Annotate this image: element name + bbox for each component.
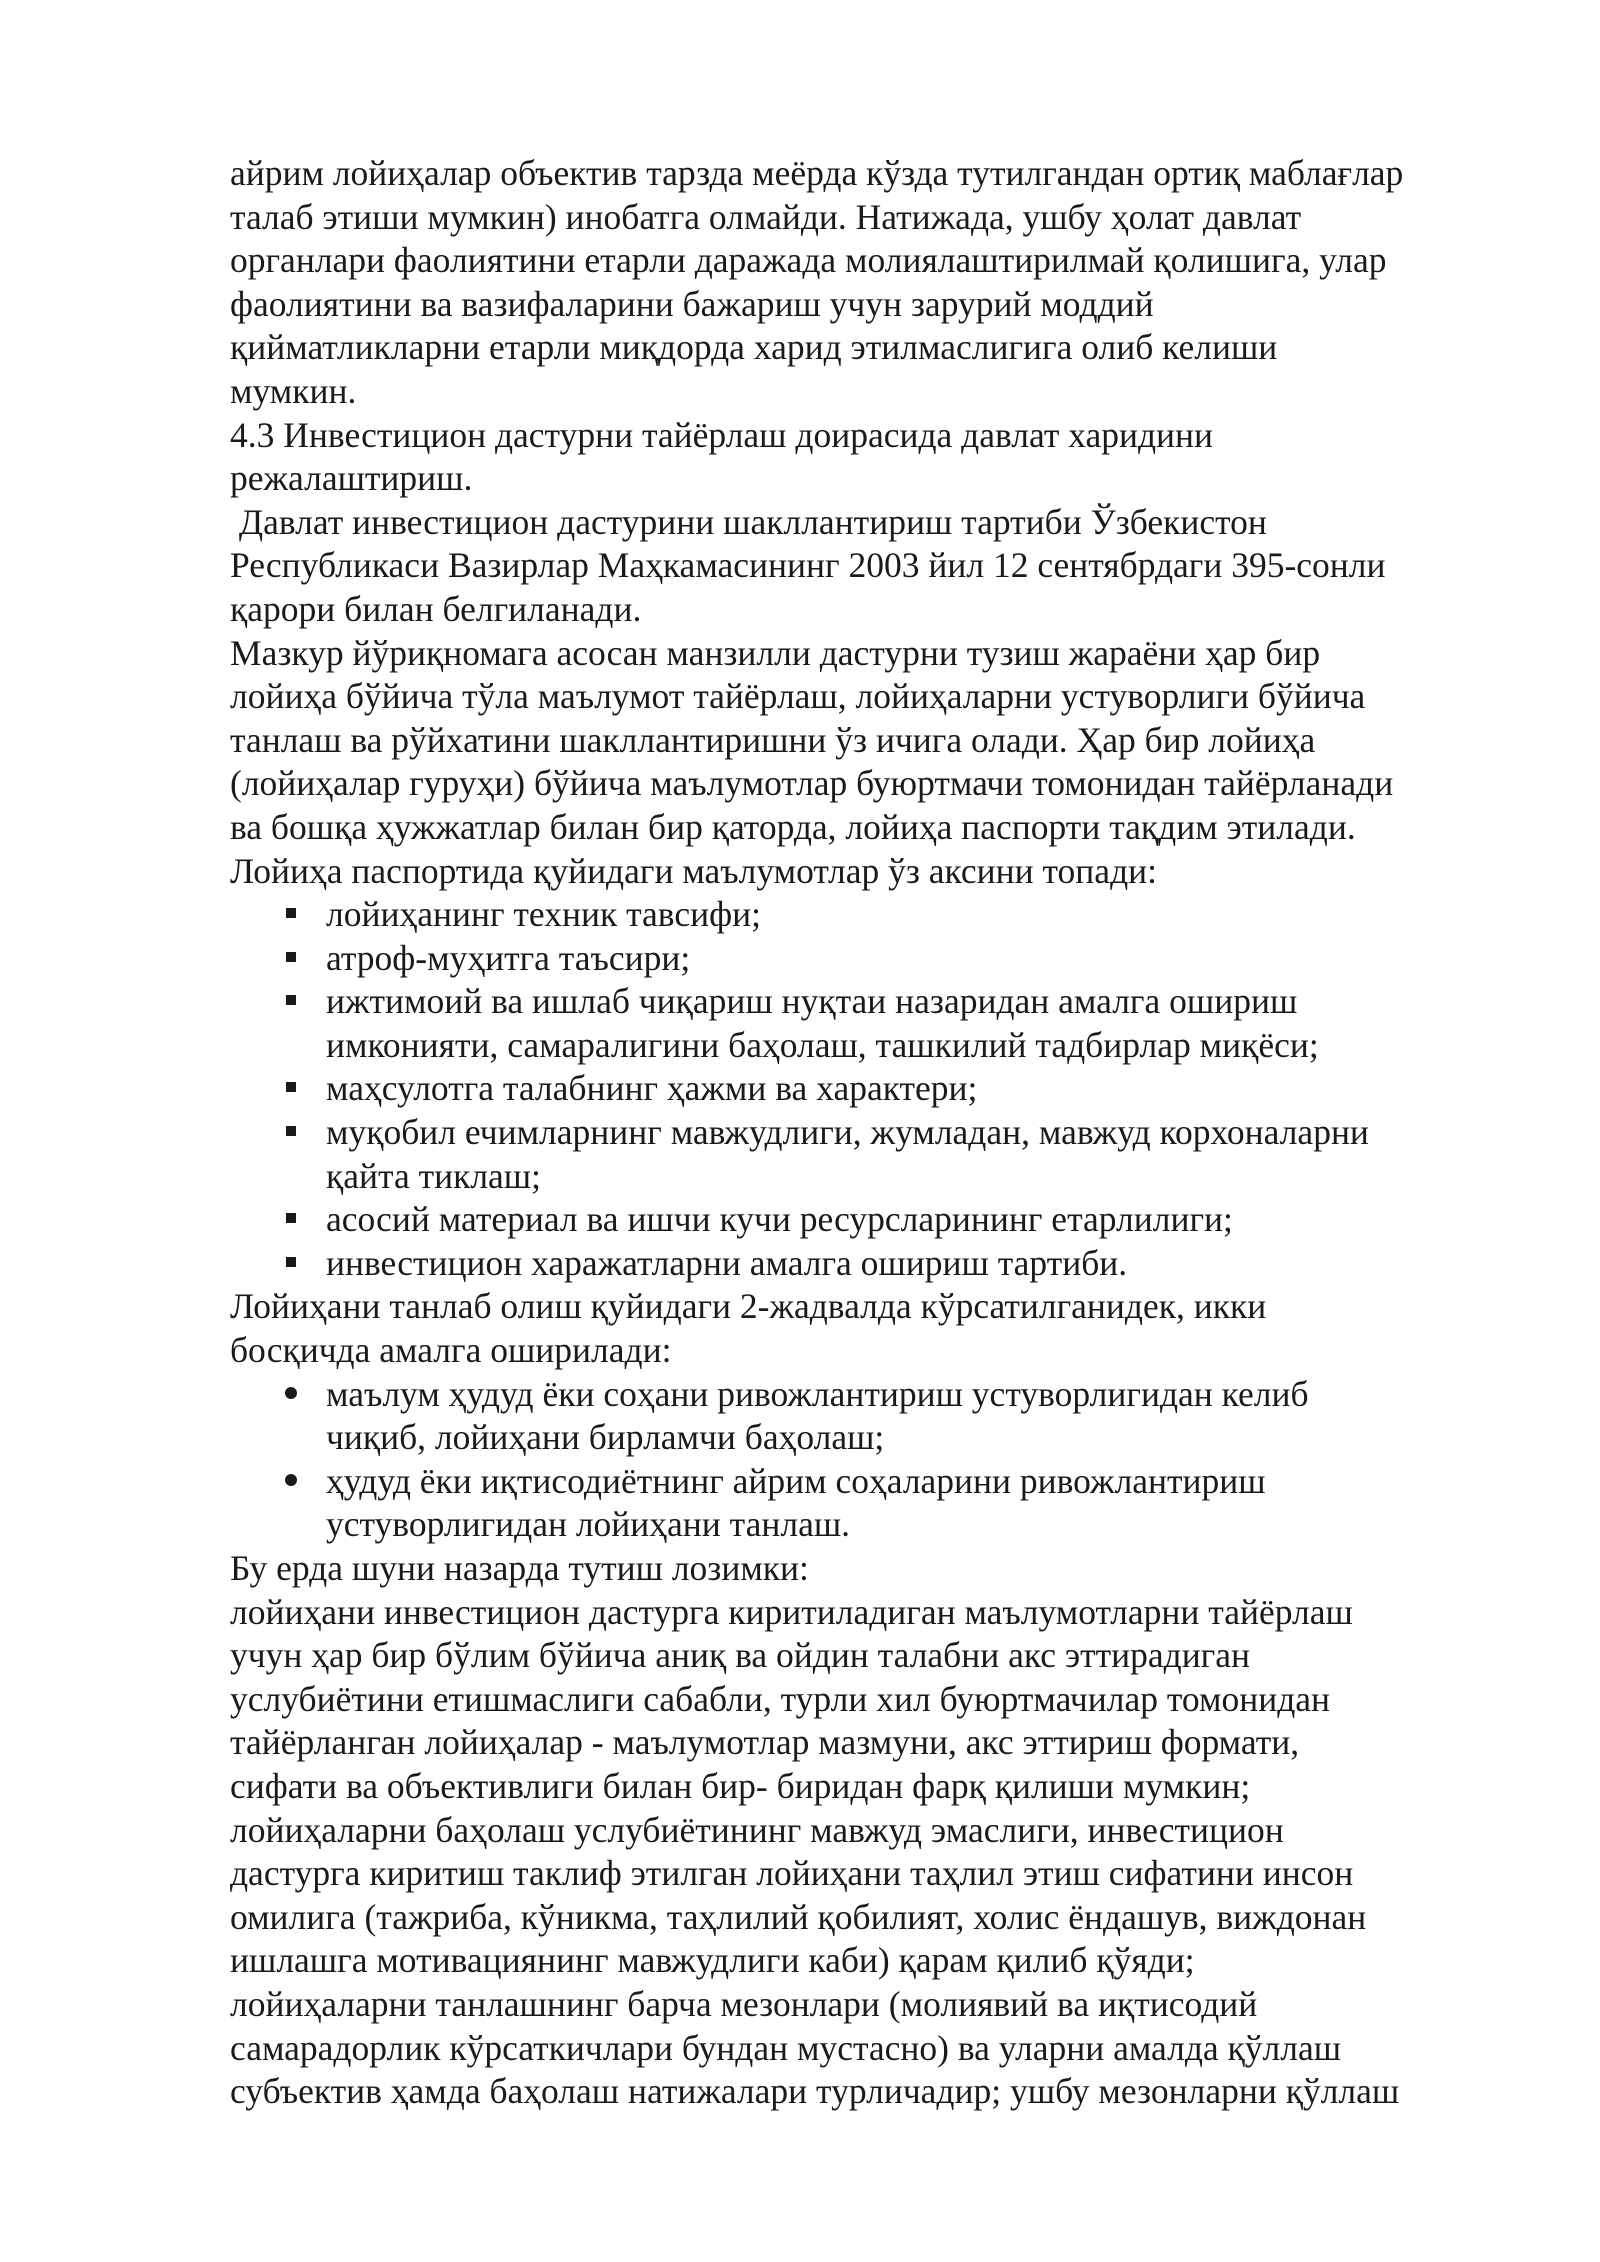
list-item [230,1198,1540,1242]
list-item-text: қайта тиклаш; [326,1155,542,1196]
text-line: босқичда амалга оширилади: [230,1330,672,1371]
text-line: услубиётини етишмаслиги сабабли, турли хил буюртмачилар томонидан [230,1678,1331,1719]
list-item-text: инвестицион харажатларни амалга ошириш тартиби. [326,1242,1128,1283]
square-bullet-icon [282,937,312,981]
text-line: Лойиҳани танлаб олиш қуйидаги 2-жадвалда кўрсатилганидек, икки [230,1286,1267,1327]
text-line: Мазкур йўриқномага асосан манзилли дастурни тузиш жараёни ҳар бир [230,632,1321,673]
list-item-text: устуворлигидан лойиҳани танлаш. [326,1504,851,1545]
text-line: талаб этиши мумкин) инобатга олмайди. Натижада, ушбу ҳолат давлат [230,196,1302,237]
list-item-text: муқобил ечимларнинг мавжудлиги, жумладан, мавжуд корхоналарни [326,1112,1369,1153]
list-item-text: маҳсулотга талабнинг ҳажми ва характери; [326,1068,978,1109]
text-line: танлаш ва рўйхатини шакллантиришни ўз ичига олади. Ҳар бир лойиҳа [230,719,1316,760]
text-line: фаолиятини ва вазифаларини бажариш учун зарурий моддий [230,283,1154,324]
list-item [230,1111,1540,1198]
square-bullet-icon [282,1198,312,1242]
square-bullet-icon [282,1242,312,1286]
list-item-text: асосий материал ва ишчи кучи ресурсларининг етарлилиги; [326,1199,1233,1240]
text-line: лойиҳани инвестицион дастурга киритиладиган маълумотларни тайёрлаш [230,1591,1353,1632]
text-line: дастурга киритиш таклиф этилган лойиҳани таҳлил этиш сифатини инсон [230,1853,1354,1894]
text-line: Лойиҳа паспортида қуйидаги маълумотлар ўз аксини топади: [230,850,1157,891]
text-line: ва бошқа ҳужжатлар билан бир қаторда, лойиҳа паспорти тақдим этилади. [230,806,1356,847]
list-item [230,937,1540,981]
text-line: лойиҳаларни баҳолаш услубиётининг мавжуд эмаслиги, инвестицион [230,1809,1284,1850]
section-heading [230,414,1540,501]
text-line: қарори билан белгиланади. [230,588,642,629]
text-line: Давлат инвестицион дастурини шакллантириш тартиби Ўзбекистон [230,501,1267,542]
list-item [230,1373,1540,1460]
text-line: учун ҳар бир бўлим бўйича аниқ ва ойдин талабни акс эттирадиган [230,1635,1251,1676]
square-bullet-icon [282,893,312,937]
list-item-text: маълум ҳудуд ёки соҳани ривожлантириш устуворлигидан келиб [326,1373,1309,1414]
round-bullet-icon [282,1373,312,1417]
text-line: субъектив ҳамда баҳолаш натижалари турличадир; ушбу мезонларни қўллаш [230,2071,1400,2112]
paragraph-program-order [230,501,1540,632]
list-item-text: имконияти, самаралигини баҳолаш, ташкилий тадбирлар миқёси; [326,1024,1319,1065]
square-bullet-icon [282,1067,312,1111]
text-line: самарадорлик кўрсаткичлари бундан мустасно) ва уларни амалда қўллаш [230,2027,1342,2068]
text-line: омилига (тажриба, кўникма, таҳлилий қобилият, холис ёндашув, виждонан [230,1896,1367,1937]
list-item [230,1460,1540,1547]
list-item-text: лойиҳанинг техник тавсифи; [326,894,761,935]
square-bullet-list [230,893,1540,1285]
text-line: Бу ерда шуни назарда тутиш лозимки: [230,1548,809,1588]
list-item-text: ҳудуд ёки иқтисодиётнинг айрим соҳаларини ривожлантириш [326,1460,1266,1501]
text-line: ишлашга мотивациянинг мавжудлиги каби) қарам қилиб қўяди; [230,1940,1195,1981]
list-item [230,893,1540,937]
document-body [230,152,1540,2114]
text-line: айрим лойиҳалар объектив тарзда меёрда кўзда тутилгандан ортиқ маблағлар [230,153,1404,193]
list-item [230,1242,1540,1286]
paragraph-instruction [230,632,1540,894]
list-item-text: чиқиб, лойиҳани бирламчи баҳолаш; [326,1417,885,1458]
text-line: Республикаси Вазирлар Маҳкамасининг 2003 йил 12 сентябрдаги 395-сонли [230,545,1386,586]
list-item-text: ижтимоий ва ишлаб чиқариш нуқтаи назаридан амалга ошириш [326,981,1298,1022]
paragraph-selection [230,1285,1540,1372]
heading-line: режалаштириш. [230,458,473,499]
text-line: (лойиҳалар гуруҳи) бўйича маълумотлар буюртмачи томонидан тайёрланади [230,763,1394,804]
list-item-text: атроф-муҳитга таъсири; [326,937,691,978]
square-bullet-icon [282,1111,312,1155]
text-line: тайёрланган лойиҳалар - маълумотлар мазмуни, акс эттириш формати, [230,1722,1300,1763]
heading-line: 4.3 Инвестицион дастурни тайёрлаш доирасида давлат харидини [230,414,1214,455]
text-line: лойиҳа бўйича тўла маълумот тайёрлаш, лойиҳаларни устуворлиги бўйича [230,676,1366,717]
text-line: қийматликларни етарли миқдорда харид этилмаслигига олиб келиши [230,327,1278,368]
text-line: лойиҳаларни танлашнинг барча мезонлари (молиявий ва иқтисодий [230,1983,1258,2024]
round-bullet-list [230,1373,1540,1547]
text-line: органлари фаолиятини етарли даражада молиялаштирилмай қолишига, улар [230,240,1387,281]
round-bullet-icon [282,1460,312,1504]
text-line: мумкин. [230,370,357,411]
list-item [230,980,1540,1067]
paragraph-considerations [230,1547,1540,2114]
list-item [230,1067,1540,1111]
square-bullet-icon [282,980,312,1024]
text-line: сифати ва объективлиги билан бир- биридан фарқ қилиши мумкин; [230,1765,1251,1806]
intro-paragraph [230,152,1540,414]
